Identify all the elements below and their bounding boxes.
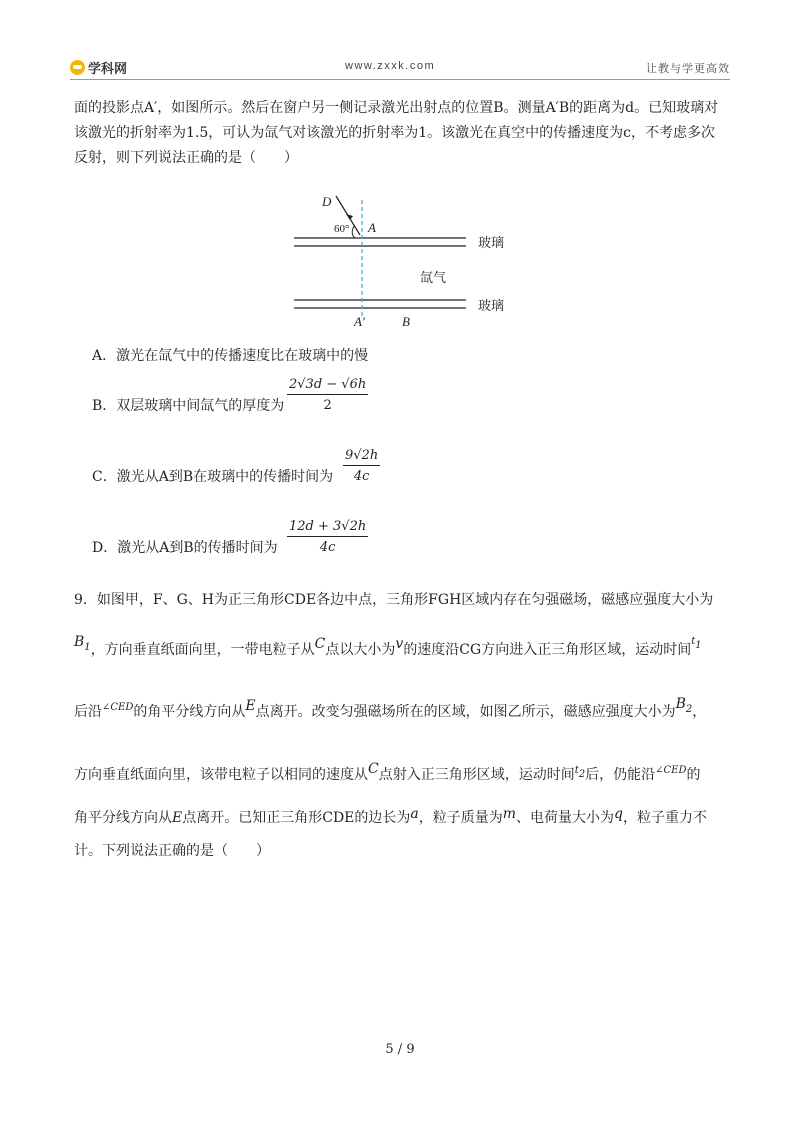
q9-point-C: C — [314, 636, 326, 652]
option-D-fraction — [287, 519, 368, 555]
q9-side-a: a — [410, 806, 419, 822]
option-C-denominator: 4c — [353, 469, 370, 484]
label-glass-bottom: 玻璃 — [478, 299, 505, 314]
label-B: B — [402, 314, 410, 329]
q9-B1: $B_1$ — [74, 634, 91, 653]
logo-text: 学科网 — [88, 62, 128, 77]
q9-charge-q: q — [614, 806, 623, 822]
label-A: A — [368, 220, 376, 235]
q8-stem — [74, 96, 734, 171]
q8-line-3: 反射，则下列说法正确的是（ ） — [74, 150, 298, 166]
site-logo[interactable] — [70, 58, 127, 77]
q9-point-E: E — [245, 698, 256, 714]
q9-point-C-2: C — [368, 761, 379, 777]
option-B-numerator: 2√3d − √6h — [287, 377, 368, 395]
q9-point-E-2: E — [172, 810, 183, 826]
option-C-numerator: 9√2h — [343, 448, 380, 466]
site-url[interactable]: www.zxxk.com — [345, 60, 436, 72]
ray-arrowhead — [346, 214, 353, 220]
q9-angle-CED: ∠CED — [102, 702, 134, 713]
q9-line-3: 后沿$^{\angle CED}$的角平分线方向从E点离开。改变匀强磁场所在的区域，如图乙所示，磁感应强度大小为$B_2$， — [74, 696, 707, 720]
option-C-text[interactable]: C．激光从A到B在玻璃中的传播时间为 — [92, 469, 334, 485]
option-D-numerator: 12d + 3√2h — [287, 519, 368, 537]
option-D-denominator: 4c — [319, 540, 336, 555]
q9-mass-m: m — [502, 806, 517, 822]
option-C-fraction — [343, 448, 380, 484]
q9-line-6: 计。下列说法正确的是（ ） — [74, 843, 270, 859]
page-header — [70, 58, 730, 78]
header-divider — [70, 79, 730, 80]
q9-B2: $B_2$ — [675, 696, 693, 715]
label-D: D — [322, 194, 332, 209]
q9-line-5: 角平分线方向从E点离开。已知正三角形CDE的边长为a，粒子质量为m、电荷量大小为q，粒子重力不 — [74, 806, 707, 826]
option-B-text[interactable]: B．双层玻璃中间氙气的厚度为 — [92, 398, 285, 414]
label-angle: 60° — [334, 223, 350, 235]
q9-speed-v: v — [395, 636, 404, 652]
label-glass-top: 玻璃 — [478, 236, 505, 251]
q9-line-2: $B_1$，方向垂直纸面向里，一带电粒子从C点以大小为v的速度沿CG方向进入正三角形区域，运动时间$t_1$ — [74, 634, 702, 658]
option-D-text[interactable]: D．激光从A到B的传播时间为 — [92, 540, 278, 556]
q9-angle-CED-2: ∠CED — [655, 765, 687, 776]
label-A-prime: A′ — [354, 314, 365, 329]
q9-t1: $t_1$ — [691, 636, 702, 651]
option-B-denominator: 2 — [323, 398, 332, 413]
logo-icon — [70, 60, 85, 75]
option-B-fraction — [287, 377, 368, 413]
option-A[interactable]: A．激光在氙气中的传播速度比在玻璃中的慢 — [92, 348, 369, 364]
q9-t2: $t_2$ — [574, 765, 586, 780]
q8-figure — [0, 190, 800, 330]
angle-arc — [352, 226, 355, 238]
q9-line-4: 方向垂直纸面向里，该带电粒子以相同的速度从C点射入正三角形区域，运动时间$t_2$后，仍能沿$^{\angle CED}$的 — [74, 761, 701, 783]
q9-line-1: 9．如图甲，F、G、H为正三角形CDE各边中点，三角形FGH区域内存在匀强磁场，磁感应强度大小为 — [74, 592, 714, 608]
q8-line-1: 面的投影点A′，如图所示。然后在窗户另一侧记录激光出射点的位置B。测量A′B的距离为d。已知玻璃对 — [74, 100, 719, 116]
site-slogan: 让教与学更高效 — [646, 62, 730, 75]
q8-line-2: 该激光的折射率为1.5，可认为氙气对该激光的折射率为1。该激光在真空中的传播速度为c，不考虑多次 — [74, 125, 716, 141]
label-gas: 氙气 — [420, 271, 447, 286]
page-number: 5 / 9 — [385, 1042, 415, 1057]
